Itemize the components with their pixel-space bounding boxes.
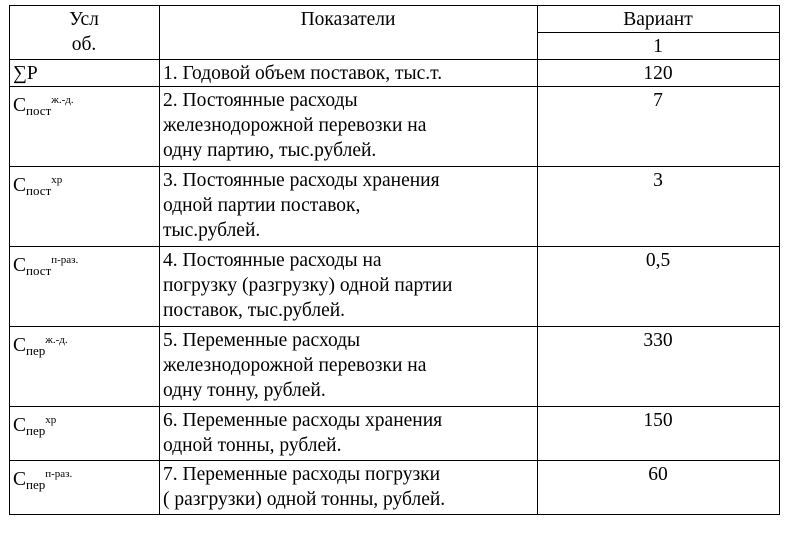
variant-value: 60 [538, 461, 780, 515]
table-row [10, 60, 780, 87]
indicator-line: железнодорожной перевозки на [163, 355, 427, 376]
table-row [10, 167, 780, 247]
symbol-cell [10, 60, 160, 87]
indicator-line: 5. Переменные расходы [163, 330, 361, 351]
symbol-cell [10, 327, 160, 407]
indicator-cell [160, 247, 538, 327]
variant-value: 7 [538, 87, 780, 167]
table-row [10, 87, 780, 167]
table-row [10, 327, 780, 407]
indicator-cell [160, 461, 538, 515]
symbol-subscript: пост [26, 183, 52, 198]
indicator-line: поставок, тыс.рублей. [163, 300, 346, 321]
indicator-line: 3. Постоянные расходы хранения [163, 170, 440, 191]
indicator-line: одной тонны, рублей. [163, 435, 342, 456]
symbol-superscript: хр [45, 414, 57, 426]
variant-value: 150 [538, 407, 780, 461]
indicator-line: 4. Постоянные расходы на [163, 250, 382, 271]
symbol-header-line1: Усл [69, 9, 99, 30]
table-row [10, 461, 780, 515]
indicator-line: погрузку (разгрузку) одной партии [163, 275, 453, 296]
table-body [10, 6, 780, 515]
variant-value: 3 [538, 167, 780, 247]
variant-data-table [9, 5, 780, 515]
symbol-cell [10, 407, 160, 461]
indicator-line: одну партию, тыс.рублей. [163, 140, 377, 161]
symbol-subscript: пер [26, 423, 46, 438]
variant-value: 330 [538, 327, 780, 407]
indicator-line: 2. Постоянные расходы [163, 90, 358, 111]
indicator-cell [160, 60, 538, 87]
table-row [10, 247, 780, 327]
symbol-header-line2: об. [71, 34, 97, 55]
symbol-header-cell [10, 6, 160, 60]
variant-number: 1 [538, 33, 780, 60]
symbol-superscript: хр [51, 174, 63, 186]
table-row [10, 407, 780, 461]
symbol-subscript: пост [26, 103, 52, 118]
indicator-cell [160, 167, 538, 247]
symbol-cell [10, 167, 160, 247]
indicators-header: Показатели [160, 6, 538, 60]
symbol-superscript: п-раз. [51, 254, 79, 266]
symbol-superscript: ж.-д. [51, 94, 74, 106]
symbol-subscript: пер [26, 477, 46, 492]
indicator-line: тыс.рублей. [163, 220, 261, 241]
symbol-cell [10, 247, 160, 327]
indicator-line: 6. Переменные расходы хранения [163, 410, 443, 431]
indicator-line: одну тонну, рублей. [163, 380, 326, 401]
symbol-subscript: пост [26, 263, 52, 278]
indicator-line: 1. Годовой объем поставок, тыс.т. [163, 63, 443, 84]
symbol-subscript: пер [26, 343, 46, 358]
variant-value: 0,5 [538, 247, 780, 327]
symbol-base: ∑P [13, 63, 38, 84]
indicator-cell [160, 327, 538, 407]
variant-header: Вариант [538, 6, 780, 33]
symbol-superscript: ж.-д. [45, 334, 68, 346]
symbol-base: C [13, 255, 27, 276]
indicator-line: одной партии поставок, [163, 195, 361, 216]
symbol-base: C [13, 415, 27, 436]
indicator-line: железнодорожной перевозки на [163, 115, 427, 136]
indicator-line: ( разгрузки) одной тонны, рублей. [163, 489, 446, 510]
symbol-cell [10, 87, 160, 167]
symbol-base: C [13, 469, 27, 490]
symbol-superscript: п-раз. [45, 468, 73, 480]
symbol-base: C [13, 335, 27, 356]
header-row [10, 6, 780, 33]
symbol-cell [10, 461, 160, 515]
indicator-cell [160, 407, 538, 461]
indicator-line: 7. Переменные расходы погрузки [163, 464, 441, 485]
symbol-base: C [13, 175, 27, 196]
indicator-cell [160, 87, 538, 167]
variant-value: 120 [538, 60, 780, 87]
symbol-base: C [13, 95, 27, 116]
